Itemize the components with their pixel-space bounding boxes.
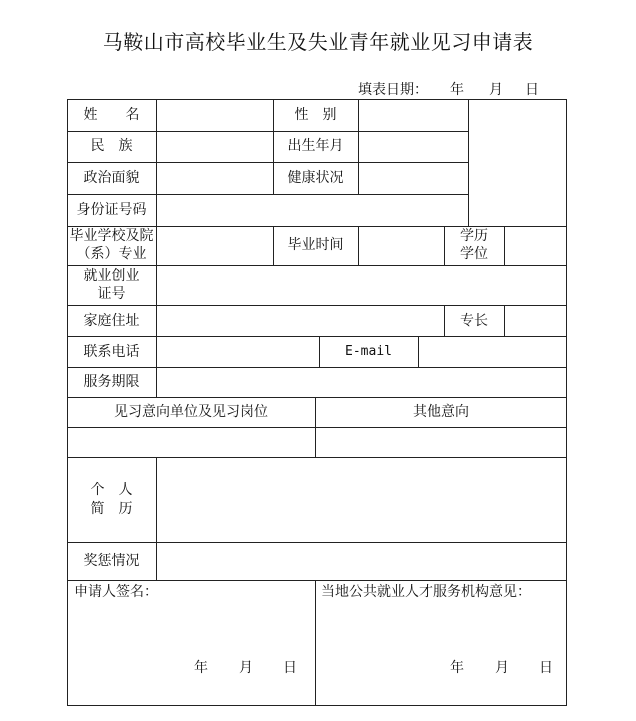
education-field[interactable] xyxy=(505,227,566,265)
fill-date-year: 年 xyxy=(450,82,464,98)
political-label: 政治面貌 xyxy=(83,170,140,186)
phone-label: 联系电话 xyxy=(83,344,140,360)
email-label: E-mail xyxy=(345,344,392,359)
grad-time-field[interactable] xyxy=(359,227,444,265)
health-label: 健康状况 xyxy=(287,170,344,186)
applicant-sign-year: 年 xyxy=(194,660,208,676)
agency-sign-day: 日 xyxy=(539,660,553,676)
employ-cert-label-line1: 就业创业 xyxy=(83,268,140,284)
rewards-field[interactable] xyxy=(157,543,566,580)
health-field[interactable] xyxy=(359,163,468,194)
employ-cert-label-line2: 证号 xyxy=(97,286,126,302)
birth-label: 出生年月 xyxy=(287,138,344,154)
intern-unit-field[interactable] xyxy=(68,428,315,457)
grad-time-label: 毕业时间 xyxy=(287,237,344,253)
name-field[interactable] xyxy=(157,100,273,131)
phone-field[interactable] xyxy=(157,337,319,367)
fill-date-month: 月 xyxy=(489,82,503,98)
education-label-line2: 学位 xyxy=(460,246,488,262)
intern-unit-label: 见习意向单位及见习岗位 xyxy=(114,404,268,420)
row-divider xyxy=(67,397,567,398)
photo-box[interactable] xyxy=(469,100,566,226)
birth-field[interactable] xyxy=(359,132,468,162)
resume-label-line1: 个 人 xyxy=(90,482,133,498)
employ-cert-field[interactable] xyxy=(157,266,566,305)
applicant-sign-month: 月 xyxy=(239,660,253,676)
applicant-sign-day: 日 xyxy=(283,660,297,676)
school-label-line2: （系）专业 xyxy=(76,246,147,262)
ethnicity-label: 民 族 xyxy=(90,138,133,154)
gender-field[interactable] xyxy=(359,100,468,131)
specialty-label: 专长 xyxy=(460,313,488,329)
fill-date-day: 日 xyxy=(525,82,539,98)
applicant-sign-field[interactable] xyxy=(68,600,315,650)
school-label-line1: 毕业学校及院 xyxy=(69,228,154,244)
fill-date-label: 填表日期： xyxy=(358,82,428,98)
form-title: 马鞍山市高校毕业生及失业青年就业见习申请表 xyxy=(102,30,534,54)
address-label: 家庭住址 xyxy=(83,313,140,329)
resume-field[interactable] xyxy=(157,458,566,542)
gender-label: 性 别 xyxy=(294,107,337,123)
email-field[interactable] xyxy=(419,337,566,367)
ethnicity-field[interactable] xyxy=(157,132,273,162)
address-field[interactable] xyxy=(157,306,444,336)
rewards-label: 奖惩情况 xyxy=(83,553,140,569)
name-label: 姓 名 xyxy=(83,107,140,123)
applicant-sign-label: 申请人签名： xyxy=(74,584,158,600)
resume-label-line2: 简 历 xyxy=(90,501,133,517)
school-field[interactable] xyxy=(157,227,273,265)
id-number-field[interactable] xyxy=(157,195,468,226)
other-intent-label: 其他意向 xyxy=(413,404,469,420)
agency-opinion-label: 当地公共就业人才服务机构意见： xyxy=(321,584,531,600)
agency-sign-month: 月 xyxy=(495,660,509,676)
political-field[interactable] xyxy=(157,163,273,194)
education-label-line1: 学历 xyxy=(460,228,488,244)
service-period-field[interactable] xyxy=(157,368,566,397)
agency-sign-year: 年 xyxy=(450,660,464,676)
service-period-label: 服务期限 xyxy=(83,374,140,390)
id-number-label: 身份证号码 xyxy=(76,202,147,218)
other-intent-field[interactable] xyxy=(316,428,566,457)
specialty-field[interactable] xyxy=(505,306,566,336)
agency-opinion-field[interactable] xyxy=(316,600,566,650)
row-divider xyxy=(67,580,567,581)
